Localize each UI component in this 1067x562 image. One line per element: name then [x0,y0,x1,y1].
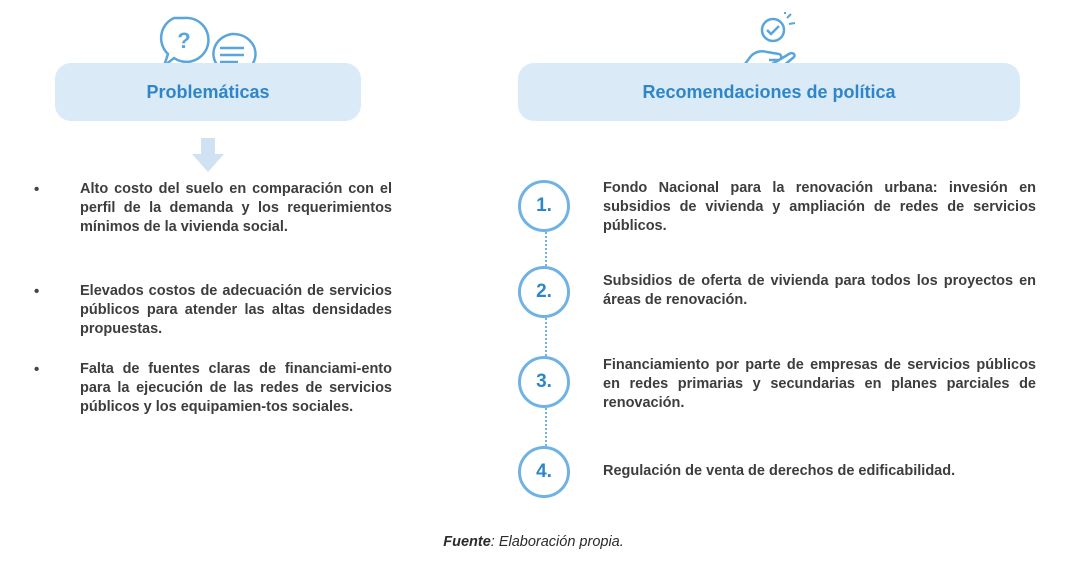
step-connector [545,408,547,446]
caption-label: Fuente [443,534,491,550]
problematicas-header [55,63,361,121]
bullet-icon: • [34,361,40,378]
step-text-1: Fondo Nacional para la renovación urbana: invesión en subsidios de vivienda y ampliación de redes de servicios públicos. [603,180,1036,234]
svg-text:?: ? [177,28,191,53]
step-number-3: 3. [518,356,570,408]
problem-item [34,360,394,417]
problem-item [34,282,394,339]
recomendaciones-header [518,63,1020,121]
source-caption [0,534,1067,550]
arrow-down-icon [190,138,226,174]
step-number-2: 2. [518,266,570,318]
problem-item [34,180,394,237]
step-number-1: 1. [518,180,570,232]
problematicas-title: Problemáticas [146,81,270,102]
step-text-3: Financiamiento por parte de empresas de servicios públicos en redes primarias y secundarias en planes parciales de renovación. [603,357,1036,411]
caption-text: : Elaboración propia. [490,534,624,550]
step-text-4: Regulación de venta de derechos de edificabilidad. [603,463,956,479]
step-number-4: 4. [518,446,570,498]
recomendaciones-title: Recomendaciones de política [642,81,896,102]
bullet-icon: • [34,181,40,198]
step-text-2: Subsidios de oferta de vivienda para todos los proyectos en áreas de renovación. [603,273,1036,308]
problem-text: Falta de fuentes claras de financiami-ento para la ejecución de las redes de servicios públicos y los equipamien-tos sociales. [80,361,392,415]
problem-text: Elevados costos de adecuación de servicios públicos para atender las altas densidades propuestas. [80,283,392,337]
step-connector [545,318,547,356]
bullet-icon: • [34,283,40,300]
step-connector [545,232,547,266]
problem-text: Alto costo del suelo en comparación con el perfil de la demanda y los requerimientos mínimos de la vivienda social. [80,181,392,235]
